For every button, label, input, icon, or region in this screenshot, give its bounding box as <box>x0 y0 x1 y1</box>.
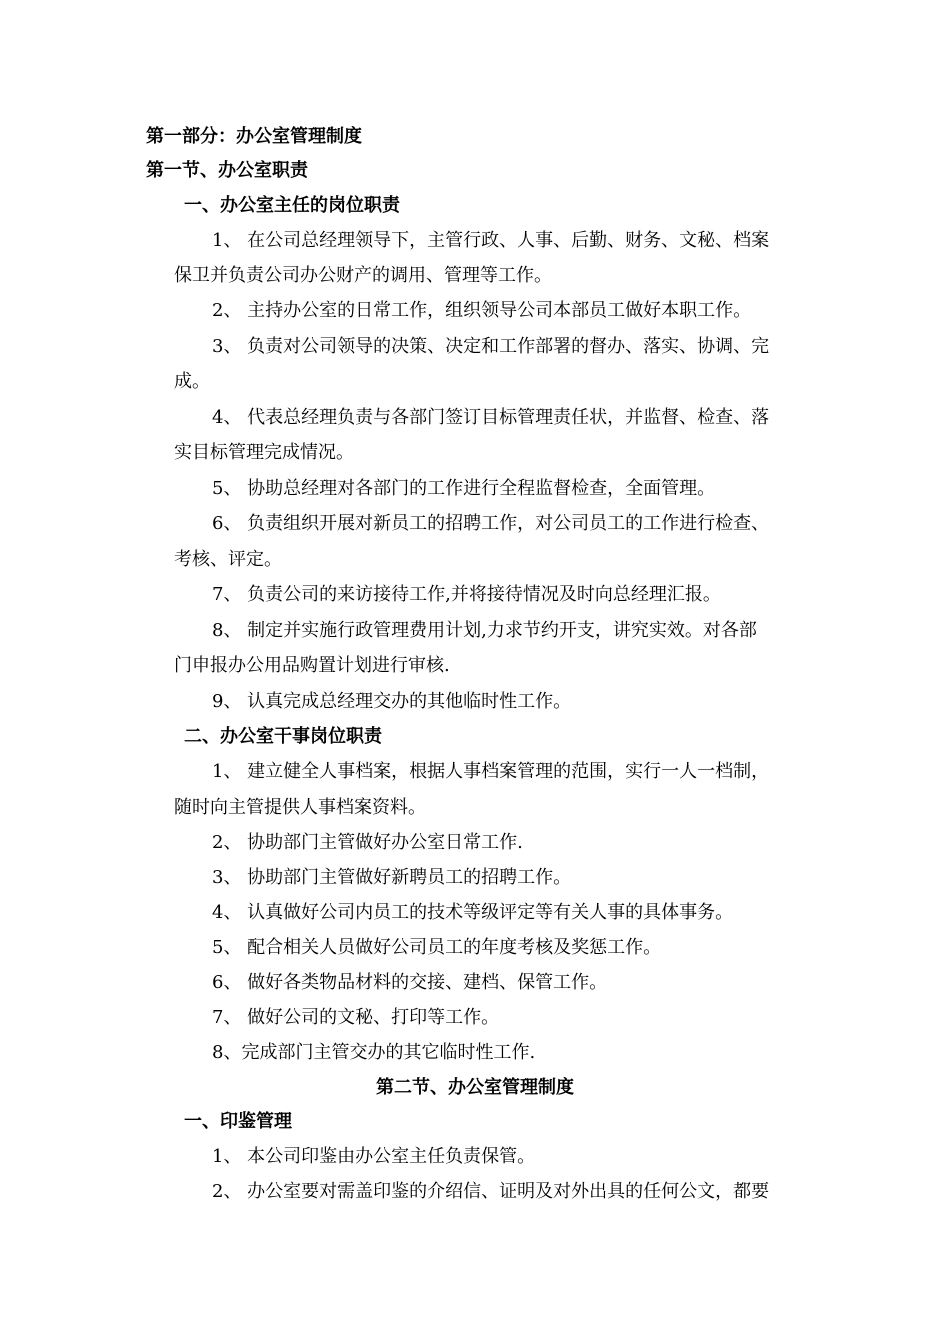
duty-item-3-line-1: 3、 负责对公司领导的决策、决定和工作部署的督办、落实、协调、完 <box>212 336 770 357</box>
duty-item-4-line-2: 实目标管理完成情况。 <box>174 442 354 463</box>
section-1-title: 第一节、办公室职责 <box>146 160 308 181</box>
duty-item-1-line-2: 保卫并负责公司办公财产的调用、管理等工作。 <box>174 265 552 286</box>
clerk-item-5-line-1: 5、 配合相关人员做好公司员工的年度考核及奖惩工作。 <box>212 937 662 958</box>
duty-item-7-line-1: 7、 负责公司的来访接待工作,并将接待情况及时向总经理汇报。 <box>212 584 721 605</box>
clerk-item-6-line-1: 6、 做好各类物品材料的交接、建档、保管工作。 <box>212 972 608 993</box>
duty-item-3-line-2: 成。 <box>174 371 210 392</box>
section-1-sub-2-title: 二、办公室干事岗位职责 <box>184 726 382 747</box>
clerk-item-1-line-1: 1、 建立健全人事档案，根据人事档案管理的范围，实行一人一档制， <box>212 761 770 782</box>
duty-item-4-line-1: 4、 代表总经理负责与各部门签订目标管理责任状，并监督、检查、落 <box>212 407 770 428</box>
duty-item-5-line-1: 5、 协助总经理对各部门的工作进行全程监督检查，全面管理。 <box>212 478 716 499</box>
duty-item-2-line-1: 2、 主持办公室的日常工作，组织领导公司本部员工做好本职工作。 <box>212 300 752 321</box>
clerk-item-7-line-1: 7、 做好公司的文秘、打印等工作。 <box>212 1007 500 1028</box>
duty-item-8-line-2: 门申报办公用品购置计划进行审核. <box>174 655 450 676</box>
seal-item-1-line-1: 1、 本公司印鉴由办公室主任负责保管。 <box>212 1146 536 1167</box>
duty-item-6-line-2: 考核、评定。 <box>174 549 282 570</box>
duty-item-8-line-1: 8、 制定并实施行政管理费用计划,力求节约开支，讲究实效。对各部 <box>212 620 757 641</box>
section-2-sub-1-title: 一、印鉴管理 <box>184 1111 292 1132</box>
clerk-item-2-line-1: 2、 协助部门主管做好办公室日常工作. <box>212 832 523 853</box>
part-title: 第一部分：办公室管理制度 <box>146 126 362 147</box>
clerk-item-1-line-2: 随时向主管提供人事档案资料。 <box>174 797 426 818</box>
duty-item-9-line-1: 9、 认真完成总经理交办的其他临时性工作。 <box>212 691 572 712</box>
section-2-title: 第二节、办公室管理制度 <box>376 1077 574 1098</box>
duty-item-1-line-1: 1、 在公司总经理领导下，主管行政、人事、后勤、财务、文秘、档案 <box>212 230 770 251</box>
clerk-item-3-line-1: 3、 协助部门主管做好新聘员工的招聘工作。 <box>212 867 572 888</box>
clerk-item-8-line-1: 8、完成部门主管交办的其它临时性工作. <box>212 1042 536 1063</box>
duty-item-6-line-1: 6、 负责组织开展对新员工的招聘工作，对公司员工的工作进行检查、 <box>212 513 770 534</box>
section-1-sub-1-title: 一、办公室主任的岗位职责 <box>184 195 400 216</box>
seal-item-2-line-1: 2、 办公室要对需盖印鉴的介绍信、证明及对外出具的任何公文，都要 <box>212 1181 770 1202</box>
clerk-item-4-line-1: 4、 认真做好公司内员工的技术等级评定等有关人事的具体事务。 <box>212 902 734 923</box>
